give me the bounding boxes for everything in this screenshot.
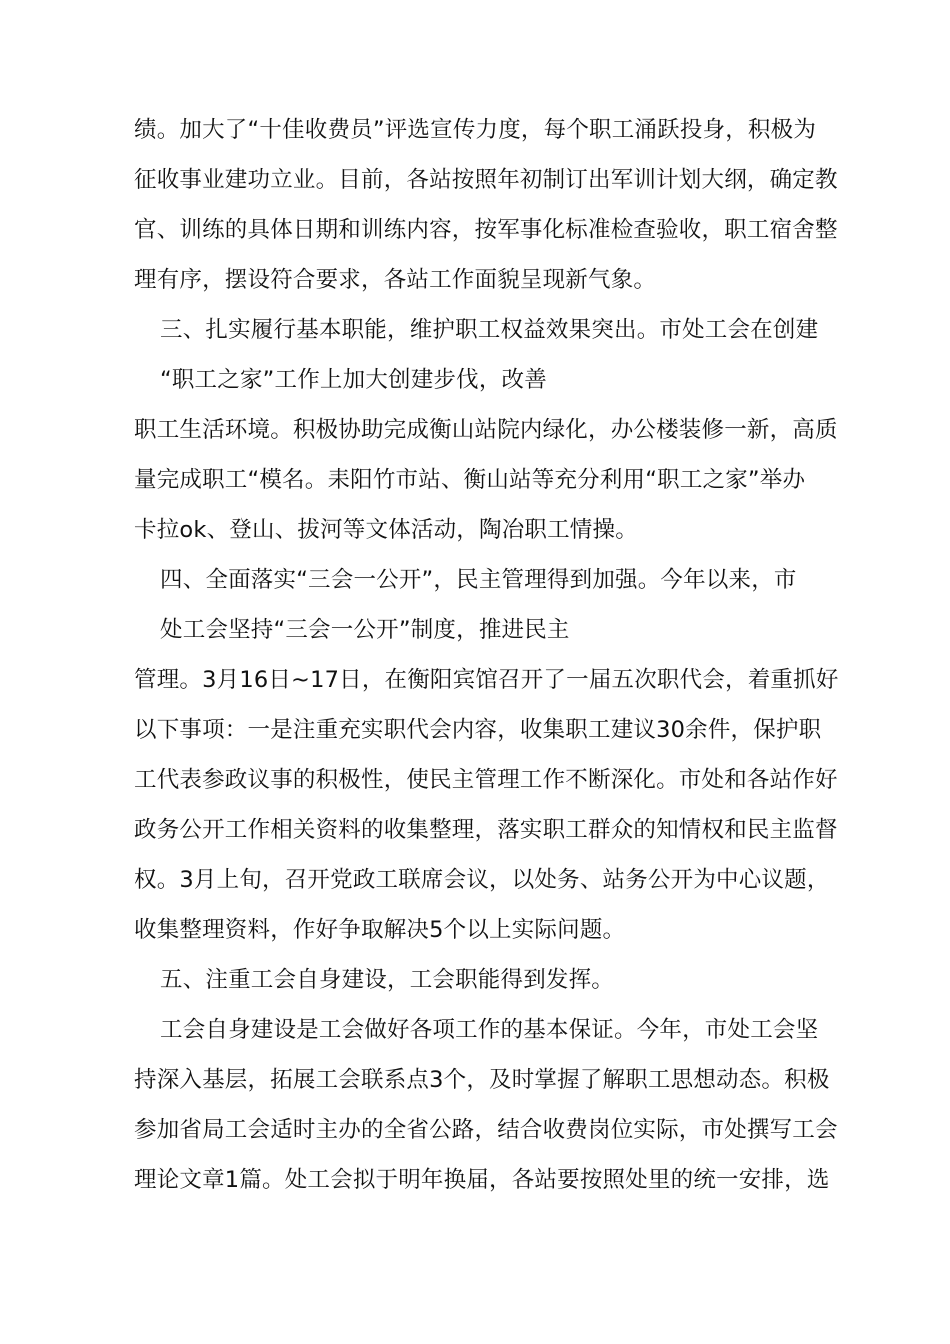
body-text-line: 管理。3月16日~17日，在衡阳宾馆召开了一届五次职代会，着重抓好 [134, 667, 839, 693]
body-text-line: 权。3月上旬，召开党政工联席会议，以处务、站务公开为中心议题， [134, 867, 830, 893]
body-text-line: 理论文章1篇。处工会拟于明年换届，各站要按照处里的统一安排，选 [134, 1167, 830, 1193]
section-heading-5: 五、注重工会自身建设，工会职能得到发挥。 [160, 967, 615, 993]
body-text-line: 卡拉ok、登山、拔河等文体活动，陶冶职工情操。 [134, 517, 638, 543]
body-text-line: 收集整理资料，作好争取解决5个以上实际问题。 [134, 917, 626, 943]
body-text-line: 政务公开工作相关资料的收集整理，落实职工群众的知情权和民主监督 [134, 817, 838, 843]
body-text-line: 以下事项：一是注重充实职代会内容，收集职工建议30余件，保护职 [134, 717, 822, 743]
section-heading-3: 三、扎实履行基本职能，维护职工权益效果突出。市处工会在创建 [160, 317, 819, 343]
body-text-line: 工代表参政议事的积极性，使民主管理工作不断深化。市处和各站作好 [134, 767, 838, 793]
body-text-line: 参加省局工会适时主办的全省公路，结合收费岗位实际，市处撰写工会 [134, 1117, 838, 1143]
body-text-line: 工会自身建设是工会做好各项工作的基本保证。今年，市处工会坚 [160, 1017, 819, 1043]
body-text-line: 绩。加大了“十佳收费员”评选宣传力度，每个职工涌跃投身，积极为 [134, 117, 817, 143]
body-text-line: 量完成职工“模名。耒阳竹市站、衡山站等充分利用“职工之家”举办 [134, 467, 806, 493]
section-heading-4: 四、全面落实“三会一公开”，民主管理得到加强。今年以来，市 [160, 567, 797, 593]
body-text-line: 持深入基层，拓展工会联系点3个，及时掌握了解职工思想动态。积极 [134, 1067, 830, 1093]
body-text-line: 官、训练的具体日期和训练内容，按军事化标准检查验收，职工宿舍整 [134, 217, 838, 243]
body-text-line: “职工之家”工作上加大创建步伐，改善 [160, 367, 547, 393]
body-text-line: 征收事业建功立业。目前，各站按照年初制订出军训计划大纲，确定教 [134, 167, 838, 193]
body-text-line: 处工会坚持“三会一公开”制度，推进民主 [160, 617, 570, 643]
body-text-line: 理有序，摆设符合要求，各站工作面貌呈现新气象。 [134, 267, 657, 293]
body-text-line: 职工生活环境。积极协助完成衡山站院内绿化，办公楼装修一新，高质 [134, 417, 838, 443]
